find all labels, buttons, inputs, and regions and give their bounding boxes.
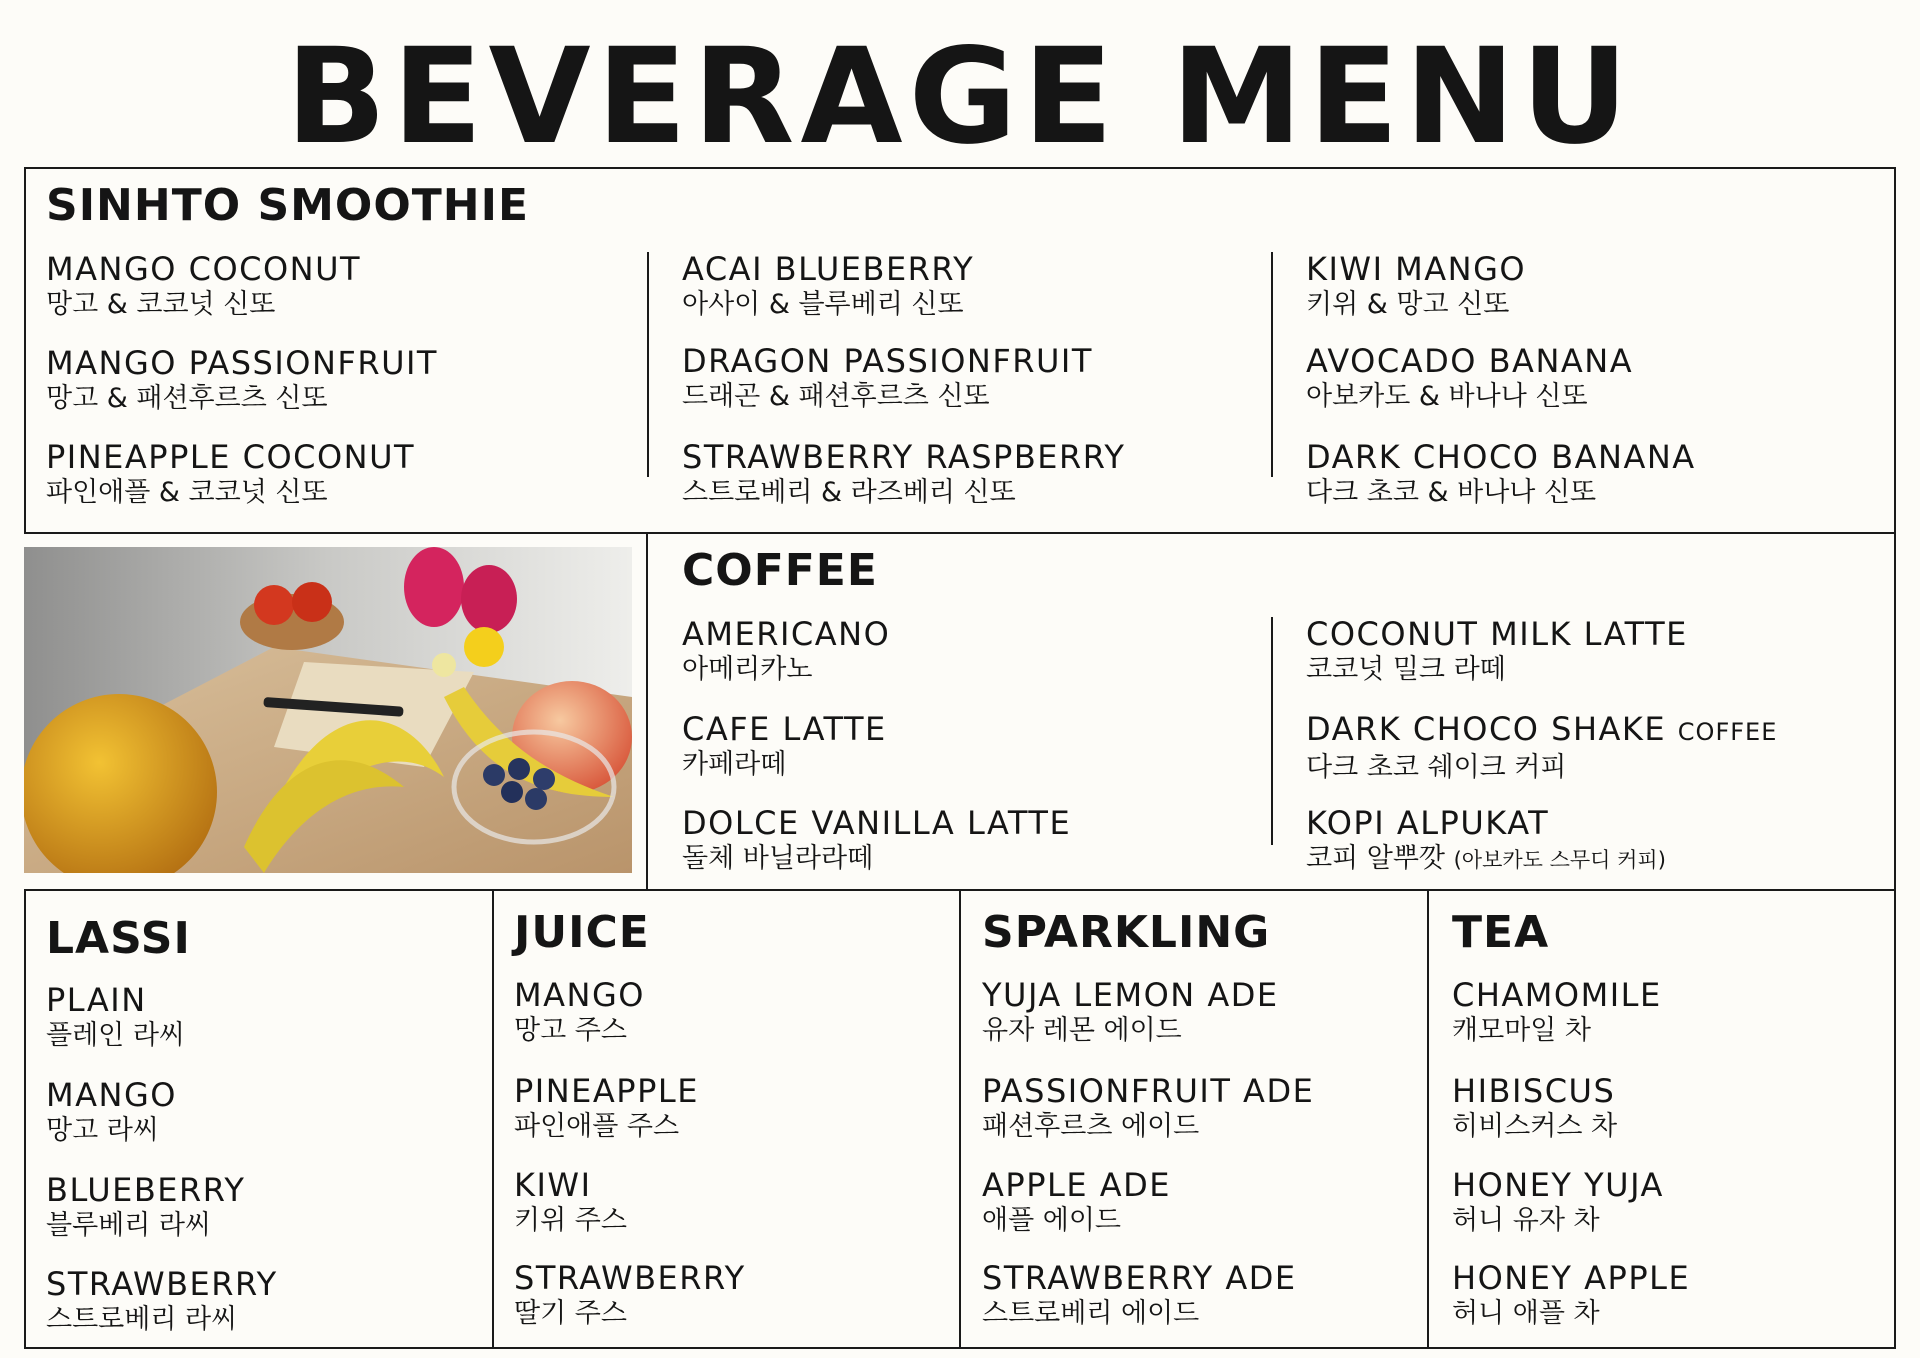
lassi-title: LASSI xyxy=(46,913,191,964)
coffee-item xyxy=(1306,804,1666,877)
item-name-ko: 딸기 주스 xyxy=(514,1298,627,1329)
item-name: DOLCE VANILLA LATTE xyxy=(682,804,1072,842)
tea-title: TEA xyxy=(1452,907,1550,958)
item-name-ko: 허니 애플 차 xyxy=(1452,1298,1600,1329)
juice-item xyxy=(514,1259,746,1331)
item-name: AMERICANO xyxy=(682,615,891,653)
lassi-item xyxy=(46,981,185,1053)
item-name-ko: 유자 레몬 에이드 xyxy=(982,1015,1182,1046)
smoothie-divider-2 xyxy=(1271,252,1273,477)
item-name-ko: 파인애플 주스 xyxy=(514,1111,680,1142)
item-name: PASSIONFRUIT ADE xyxy=(982,1072,1315,1110)
smoothie-item xyxy=(1306,342,1633,414)
item-name-ko: 카페라떼 xyxy=(682,749,787,780)
item-name-ko: 패션후르츠 에이드 xyxy=(982,1111,1200,1142)
lassi-item xyxy=(46,1076,177,1148)
smoothie-divider-1 xyxy=(647,252,649,477)
item-name-ko: 애플 에이드 xyxy=(982,1205,1121,1236)
item-name: DARK CHOCO SHAKE xyxy=(1306,710,1667,748)
coffee-item xyxy=(682,615,890,687)
item-name: STRAWBERRY RASPBERRY xyxy=(682,438,1126,476)
smoothie-title: SINHTO SMOOTHIE xyxy=(46,180,529,231)
item-name: HONEY APPLE xyxy=(1452,1259,1691,1297)
item-name-ko: 히비스커스 차 xyxy=(1452,1111,1618,1142)
smoothie-item xyxy=(682,342,1093,414)
item-name: MANGO xyxy=(46,1076,177,1114)
lassi-item xyxy=(46,1265,278,1337)
item-name: COCONUT MILK LATTE xyxy=(1306,615,1688,653)
menu-title: BEVERAGE MENU xyxy=(285,20,1635,174)
tea-item xyxy=(1452,976,1662,1048)
sparkling-item xyxy=(982,1166,1171,1238)
item-name: APPLE ADE xyxy=(982,1166,1171,1204)
item-name: MANGO PASSIONFRUIT xyxy=(46,344,438,382)
item-name-ko: 망고 주스 xyxy=(514,1015,627,1046)
item-name-suffix: COFFEE xyxy=(1677,718,1778,746)
item-name: MANGO xyxy=(514,976,645,1014)
item-name-ko: 망고 라씨 xyxy=(46,1115,159,1146)
sparkling-item xyxy=(982,1259,1297,1331)
item-name: PINEAPPLE COCONUT xyxy=(46,438,416,476)
item-name-ko: 아보카도 & 바나나 신또 xyxy=(1306,381,1588,412)
item-name-ko: 캐모마일 차 xyxy=(1452,1015,1591,1046)
fruit-photo-illustration xyxy=(24,547,632,873)
fruit-photo xyxy=(24,547,632,873)
smoothie-item xyxy=(1306,250,1526,322)
tea-item xyxy=(1452,1072,1617,1144)
sparkling-item xyxy=(982,976,1279,1048)
item-name-ko: 허니 유자 차 xyxy=(1452,1205,1600,1236)
item-name-ko: 돌체 바닐라라떼 xyxy=(682,843,874,874)
juice-title: JUICE xyxy=(514,907,650,958)
item-name: STRAWBERRY ADE xyxy=(982,1259,1297,1297)
lassi-item xyxy=(46,1171,245,1243)
item-name-ko: 코피 알뿌깟 xyxy=(1306,843,1445,874)
item-name-ko: 블루베리 라씨 xyxy=(46,1210,212,1241)
coffee-divider xyxy=(1271,617,1273,845)
item-name: ACAI BLUEBERRY xyxy=(682,250,975,288)
tea-item xyxy=(1452,1259,1690,1331)
item-name: STRAWBERRY xyxy=(46,1265,278,1303)
item-name-ko: 망고 & 패션후르츠 신또 xyxy=(46,383,328,414)
item-name: PLAIN xyxy=(46,981,147,1019)
smoothie-item xyxy=(682,438,1125,510)
item-name: BLUEBERRY xyxy=(46,1171,246,1209)
juice-item xyxy=(514,1072,699,1144)
item-name-ko: 파인애플 & 코코넛 신또 xyxy=(46,477,328,508)
item-name-ko: 플레인 라씨 xyxy=(46,1020,185,1051)
item-name: KIWI MANGO xyxy=(1306,250,1527,288)
tea-item xyxy=(1452,1166,1664,1238)
juice-item xyxy=(514,976,645,1048)
item-name: HIBISCUS xyxy=(1452,1072,1616,1110)
item-name-ko: 드래곤 & 패션후르츠 신또 xyxy=(682,381,990,412)
item-name: STRAWBERRY xyxy=(514,1259,746,1297)
smoothie-item xyxy=(46,344,438,416)
smoothie-item xyxy=(1306,438,1696,510)
coffee-item xyxy=(1306,615,1688,687)
item-name-ko: 아사이 & 블루베리 신또 xyxy=(682,289,964,320)
coffee-item xyxy=(1306,710,1777,785)
item-name: DARK CHOCO BANANA xyxy=(1306,438,1696,476)
item-name-ko: 스트로베리 라씨 xyxy=(46,1304,238,1335)
smoothie-item xyxy=(682,250,974,322)
item-name-ko: 스트로베리 & 라즈베리 신또 xyxy=(682,477,1016,508)
item-name-ko: 스트로베리 에이드 xyxy=(982,1298,1200,1329)
juice-item xyxy=(514,1166,627,1238)
item-name-ko-suffix: (아보카도 스무디 커피) xyxy=(1453,848,1666,872)
coffee-item xyxy=(682,804,1071,876)
sparkling-title: SPARKLING xyxy=(982,907,1271,958)
item-name: MANGO COCONUT xyxy=(46,250,362,288)
item-name: CHAMOMILE xyxy=(1452,976,1662,1014)
item-name: AVOCADO BANANA xyxy=(1306,342,1634,380)
smoothie-item xyxy=(46,438,415,510)
item-name-ko: 코코넛 밀크 라떼 xyxy=(1306,654,1506,685)
item-name-ko: 키위 & 망고 신또 xyxy=(1306,289,1510,320)
item-name: DRAGON PASSIONFRUIT xyxy=(682,342,1093,380)
item-name: CAFE LATTE xyxy=(682,710,887,748)
item-name-ko: 아메리카노 xyxy=(682,654,813,685)
coffee-title: COFFEE xyxy=(682,545,878,596)
item-name: YUJA LEMON ADE xyxy=(982,976,1279,1014)
item-name-ko: 다크 초코 & 바나나 신또 xyxy=(1306,477,1597,508)
item-name-ko: 망고 & 코코넛 신또 xyxy=(46,289,276,320)
coffee-item xyxy=(682,710,887,782)
item-name: KOPI ALPUKAT xyxy=(1306,804,1550,842)
item-name: KIWI xyxy=(514,1166,592,1204)
smoothie-item xyxy=(46,250,361,322)
sparkling-item xyxy=(982,1072,1314,1144)
item-name: HONEY YUJA xyxy=(1452,1166,1664,1204)
item-name-ko: 키위 주스 xyxy=(514,1205,627,1236)
item-name: PINEAPPLE xyxy=(514,1072,699,1110)
item-name-ko: 다크 초코 쉐이크 커피 xyxy=(1306,752,1567,783)
